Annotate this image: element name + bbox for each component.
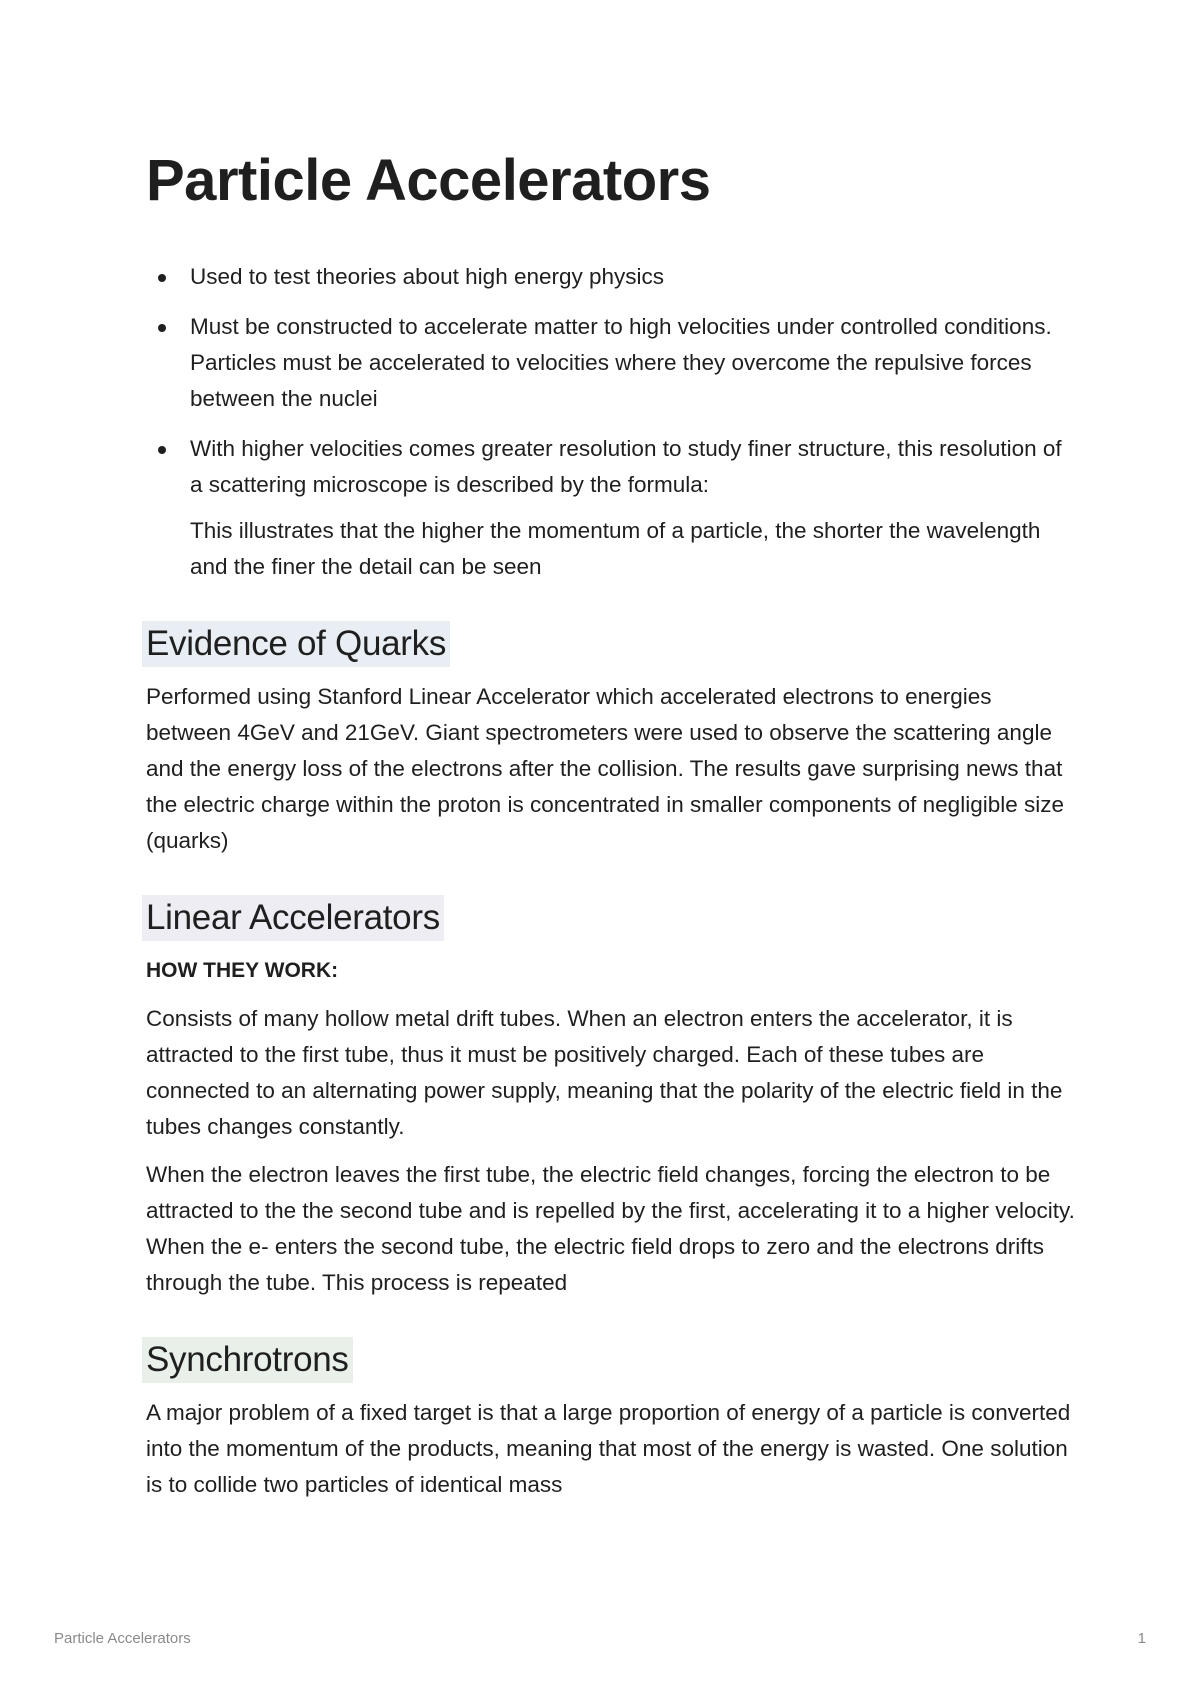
section-synchrotrons [146, 1337, 1076, 1503]
bullet-list [146, 259, 1076, 503]
section-paragraph: Performed using Stanford Linear Accelerator which accelerated electrons to energies between 4GeV and 21GeV. Giant spectrometers were used to observe the scattering angle and the energy loss of the electrons after the collision. The results gave surprising news that the electric charge within the proton is concentrated in smaller components of negligible size (quarks) [146, 684, 1064, 853]
list-item [146, 431, 1076, 503]
page-number: 1 [1137, 1630, 1146, 1647]
list-item-text: With higher velocities comes greater resolution to study finer structure, this resolution of a scattering microscope is described by the formula: [190, 436, 1062, 497]
document-page [146, 145, 1076, 1515]
section-heading: Linear Accelerators [142, 895, 444, 941]
section-paragraph: Consists of many hollow metal drift tubes. When an electron enters the accelerator, it is attracted to the first tube, thus it must be positively charged. Each of these tubes are connected to an alternating power supply, meaning that the polarity of the electric field in the tubes changes constantly. [146, 1006, 1063, 1139]
section-heading: Synchrotrons [142, 1337, 353, 1383]
section-paragraph: When the electron leaves the first tube, the electric field changes, forcing the electron to be attracted to the the second tube and is repelled by the first, accelerating it to a higher velocity. When the e- enters the second tube, the electric field drops to zero and the electrons drifts through the tube. This process is repeated [146, 1162, 1075, 1295]
bullet-icon [158, 446, 166, 454]
footer-title: Particle Accelerators [54, 1630, 191, 1647]
list-item [146, 259, 1076, 295]
list-item-text: Used to test theories about high energy physics [190, 264, 665, 289]
list-item [146, 309, 1076, 417]
section-subheading: HOW THEY WORK: [146, 959, 339, 982]
bullet-followup-paragraph: This illustrates that the higher the momentum of a particle, the shorter the wavelength and the finer the detail can be seen [190, 518, 1041, 579]
list-item-text: Must be constructed to accelerate matter to high velocities under controlled conditions. Particles must be accelerated to velocities where they overcome the repulsive forces between the nuclei [190, 314, 1052, 411]
section-linear-accelerators [146, 895, 1076, 1301]
page-title: Particle Accelerators [146, 148, 711, 213]
section-heading: Evidence of Quarks [142, 621, 450, 667]
bullet-icon [158, 324, 166, 332]
section-paragraph: A major problem of a fixed target is that a large proportion of energy of a particle is converted into the momentum of the products, meaning that most of the energy is wasted. One solution is to collide two particles of identical mass [146, 1400, 1071, 1497]
section-quarks [146, 621, 1076, 859]
bullet-icon [158, 274, 166, 282]
